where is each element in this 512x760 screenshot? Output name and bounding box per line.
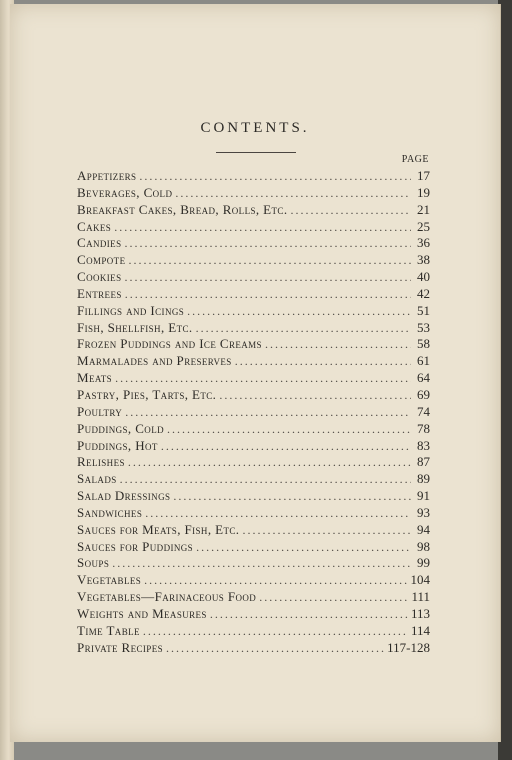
dot-leader — [242, 522, 411, 538]
entry-title: Marmalades and Preserves — [77, 353, 232, 369]
entry-title: Compote — [77, 252, 126, 268]
entry-title: Puddings, Cold — [77, 420, 164, 436]
entry-title: Weights and Measures — [77, 605, 207, 621]
dot-leader — [128, 454, 411, 470]
toc-entry — [77, 471, 430, 488]
toc-entry — [77, 606, 430, 623]
entry-title: Relishes — [77, 454, 125, 470]
entry-page: 19 — [417, 184, 430, 200]
toc-entry — [77, 421, 430, 438]
dot-leader — [175, 185, 411, 201]
toc-entry — [77, 454, 430, 471]
toc-entry — [77, 235, 430, 252]
dot-leader — [196, 539, 411, 555]
toc-entry — [77, 404, 430, 421]
toc-entry — [77, 370, 430, 387]
page-column-label: PAGE — [401, 154, 429, 165]
dot-leader — [124, 269, 411, 285]
toc-entry — [77, 505, 430, 522]
entry-page: 113 — [410, 605, 430, 621]
entry-page: 111 — [411, 589, 430, 605]
entry-page: 51 — [417, 302, 430, 318]
toc-entry — [77, 539, 430, 556]
dot-leader — [144, 572, 407, 588]
dot-leader — [125, 286, 411, 302]
toc-entry — [77, 640, 430, 657]
entry-title: Vegetables — [77, 572, 142, 588]
entry-page: 64 — [417, 370, 430, 386]
dot-leader — [265, 336, 411, 352]
entry-title: Fillings and Icings — [77, 302, 185, 318]
dot-leader — [166, 640, 384, 656]
toc-entry — [77, 336, 430, 353]
entry-title: Puddings, Hot — [77, 437, 158, 453]
toc-entry — [77, 320, 430, 337]
entry-page: 69 — [417, 386, 430, 402]
entry-page: 36 — [417, 235, 430, 251]
dot-leader — [120, 471, 411, 487]
dot-leader — [196, 320, 411, 336]
entry-title: Sauces for Meats, Fish, Etc. — [77, 521, 240, 537]
entry-page: 98 — [417, 538, 430, 554]
dot-leader — [161, 438, 411, 454]
entry-page: 104 — [410, 572, 430, 588]
entry-page: 74 — [417, 403, 430, 419]
dot-leader — [124, 235, 411, 251]
dot-leader — [139, 168, 411, 184]
entry-page: 40 — [417, 269, 430, 285]
toc-entry — [77, 555, 430, 572]
dot-leader — [128, 252, 411, 268]
entry-page: 89 — [417, 471, 430, 487]
entry-title: Fish, Shellfish, Etc. — [77, 319, 193, 335]
contents-list — [77, 168, 430, 656]
toc-entry — [77, 353, 430, 370]
dot-leader — [173, 488, 411, 504]
heading-rule — [216, 152, 296, 153]
toc-entry — [77, 252, 430, 269]
toc-entry — [77, 589, 430, 606]
toc-entry — [77, 438, 430, 455]
dot-leader — [187, 303, 411, 319]
entry-title: Poultry — [77, 403, 123, 419]
entry-page: 42 — [417, 285, 430, 301]
entry-title: Sandwiches — [77, 504, 143, 520]
entry-title: Beverages, Cold — [77, 184, 173, 200]
entry-page: 91 — [417, 488, 430, 504]
entry-title: Sauces for Puddings — [77, 538, 194, 554]
entry-page: 117-128 — [387, 639, 430, 655]
entry-title: Breakfast Cakes, Bread, Rolls, Etc. — [77, 201, 288, 217]
dot-leader — [112, 555, 411, 571]
toc-entry — [77, 219, 430, 236]
dot-leader — [259, 589, 408, 605]
entry-title: Cakes — [77, 218, 112, 234]
entry-page: 17 — [417, 168, 430, 183]
entry-title: Salads — [77, 471, 117, 487]
toc-entry — [77, 185, 430, 202]
entry-title: Time Table — [77, 622, 140, 638]
toc-entry — [77, 572, 430, 589]
entry-title: Soups — [77, 555, 110, 571]
dot-leader — [290, 202, 411, 218]
entry-page: 93 — [417, 504, 430, 520]
toc-entry — [77, 303, 430, 320]
entry-page: 61 — [417, 353, 430, 369]
entry-title: Candies — [77, 235, 122, 251]
entry-page: 53 — [417, 319, 430, 335]
entry-title: Meats — [77, 370, 113, 386]
toc-entry — [77, 522, 430, 539]
book-page — [10, 4, 501, 742]
toc-entry — [77, 202, 430, 219]
toc-entry — [77, 168, 430, 185]
entry-title: Pastry, Pies, Tarts, Etc. — [77, 386, 217, 402]
entry-page: 94 — [417, 521, 430, 537]
entry-title: Cookies — [77, 269, 122, 285]
dot-leader — [125, 404, 411, 420]
entry-page: 114 — [410, 622, 430, 638]
entry-title: Frozen Puddings and Ice Creams — [77, 336, 262, 352]
dot-leader — [210, 606, 408, 622]
entry-title: Entrees — [77, 285, 122, 301]
entry-page: 83 — [417, 437, 430, 453]
entry-page: 38 — [417, 252, 430, 268]
entry-title: Private Recipes — [77, 639, 163, 655]
entry-title: Vegetables—Farinaceous Food — [77, 589, 257, 605]
toc-entry — [77, 488, 430, 505]
entry-page: 58 — [417, 336, 430, 352]
dot-leader — [115, 370, 411, 386]
contents-heading: CONTENTS. — [200, 120, 310, 136]
entry-title: Salad Dressings — [77, 488, 171, 504]
dot-leader — [235, 353, 411, 369]
entry-page: 87 — [417, 454, 430, 470]
toc-entry — [77, 286, 430, 303]
toc-entry — [77, 623, 430, 640]
dot-leader — [145, 505, 411, 521]
dot-leader — [114, 219, 411, 235]
toc-entry — [77, 269, 430, 286]
dot-leader — [219, 387, 411, 403]
toc-entry — [77, 387, 430, 404]
dot-leader — [167, 421, 411, 437]
entry-page: 21 — [417, 201, 430, 217]
entry-page: 99 — [417, 555, 430, 571]
entry-page: 78 — [417, 420, 430, 436]
entry-page: 25 — [417, 218, 430, 234]
entry-title: Appetizers — [77, 168, 137, 183]
dot-leader — [143, 623, 408, 639]
